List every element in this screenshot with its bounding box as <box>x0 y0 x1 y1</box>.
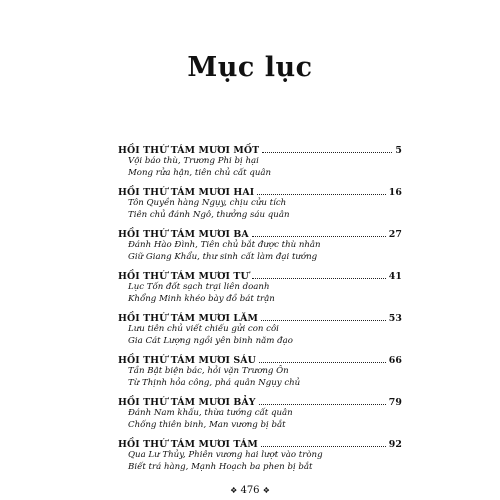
chapter-subtitle-line: Lục Tốn đốt sạch trại liên doanh <box>128 282 270 292</box>
chapter-subtitle-line: Đánh Hào Đình, Tiên chủ bắt được thù nhân <box>128 240 321 250</box>
diamond-ornament-icon: ❖ <box>262 486 270 495</box>
chapter-heading <box>118 311 402 324</box>
dot-leader <box>252 278 386 279</box>
dot-leader <box>252 236 386 237</box>
dot-leader <box>257 194 386 195</box>
chapter-title: HỒI THỨ TÁM MƯƠI MỐT <box>118 145 260 156</box>
chapter-heading <box>118 227 402 240</box>
toc-entry <box>118 311 402 347</box>
footer-page-number: 476 <box>240 485 260 496</box>
chapter-heading <box>118 143 402 156</box>
chapter-subtitle-line: Mong rửa hận, tiên chủ cất quân <box>128 167 272 178</box>
page-number: 16 <box>388 187 402 198</box>
page-number: 79 <box>388 397 402 408</box>
chapter-subtitle-line: Lưu tiên chủ viết chiếu gửi con côi <box>128 324 279 334</box>
dot-leader <box>261 320 386 321</box>
chapter-heading <box>118 437 402 450</box>
toc-entry <box>118 353 402 389</box>
page-footer <box>0 485 500 496</box>
toc-entry <box>118 143 402 179</box>
chapter-subtitle-line: Vội báo thù, Trương Phi bị hại <box>128 156 259 166</box>
chapter-title: HỒI THỨ TÁM MƯƠI HAI <box>118 187 255 198</box>
chapter-subtitle-line: Từ Thịnh hỏa công, phá quân Ngụy chủ <box>128 377 301 388</box>
chapter-subtitle-line: Gia Cát Lượng ngồi yên binh năm đạo <box>128 335 293 346</box>
page-number: 5 <box>395 145 402 156</box>
chapter-subtitle-line: Giữ Giang Khẩu, thư sinh cất làm đại tướng <box>128 251 318 262</box>
dot-leader <box>262 152 392 153</box>
page-number: 53 <box>388 313 402 324</box>
chapter-title: HỒI THỨ TÁM MƯƠI BA <box>118 229 249 240</box>
chapter-heading <box>118 185 402 198</box>
chapter-subtitle-line: Tôn Quyền hàng Ngụy, chịu cửu tích <box>128 198 287 208</box>
toc-entry <box>118 395 402 431</box>
toc-entry <box>118 269 402 305</box>
chapter-subtitle-line: Khổng Minh khéo bày đồ bát trận <box>128 293 275 304</box>
page-number: 66 <box>388 355 402 366</box>
toc-entry <box>118 437 402 473</box>
chapter-heading <box>118 395 402 408</box>
chapter-title: HỒI THỨ TÁM MƯƠI LĂM <box>118 313 258 324</box>
chapter-title: HỒI THỨ TÁM MƯƠI TÁM <box>118 439 258 450</box>
chapter-subtitle-line: Biết trá hàng, Mạnh Hoạch ba phen bị bắt <box>128 461 313 472</box>
chapter-subtitle-line: Chống thiên binh, Man vương bị bắt <box>128 419 286 430</box>
diamond-ornament-icon: ❖ <box>230 486 238 495</box>
chapter-subtitle-line: Tiên chủ đánh Ngô, thưởng sáu quân <box>128 209 290 220</box>
chapter-heading <box>118 269 402 282</box>
chapter-title: HỒI THỨ TÁM MƯƠI TƯ <box>118 271 249 282</box>
chapter-subtitle-line: Qua Lư Thủy, Phiên vương hai lượt vào tròng <box>128 450 323 460</box>
page-number: 27 <box>388 229 402 240</box>
page-number: 41 <box>388 271 402 282</box>
toc-entry <box>118 227 402 263</box>
chapter-title: HỒI THỨ TÁM MƯƠI BẢY <box>118 397 256 408</box>
dot-leader <box>261 446 386 447</box>
page-number: 92 <box>388 439 402 450</box>
chapter-subtitle-line: Đánh Nam khấu, thừa tướng cất quân <box>128 408 293 418</box>
dot-leader <box>259 362 386 363</box>
toc-entry <box>118 185 402 221</box>
page-title: Mục lục <box>187 52 313 83</box>
dot-leader <box>259 404 386 405</box>
chapter-subtitle-line: Tần Bật biện bác, hỏi vặn Trương Ôn <box>128 366 289 376</box>
chapter-heading <box>118 353 402 366</box>
chapter-title: HỒI THỨ TÁM MƯƠI SÁU <box>118 355 256 366</box>
